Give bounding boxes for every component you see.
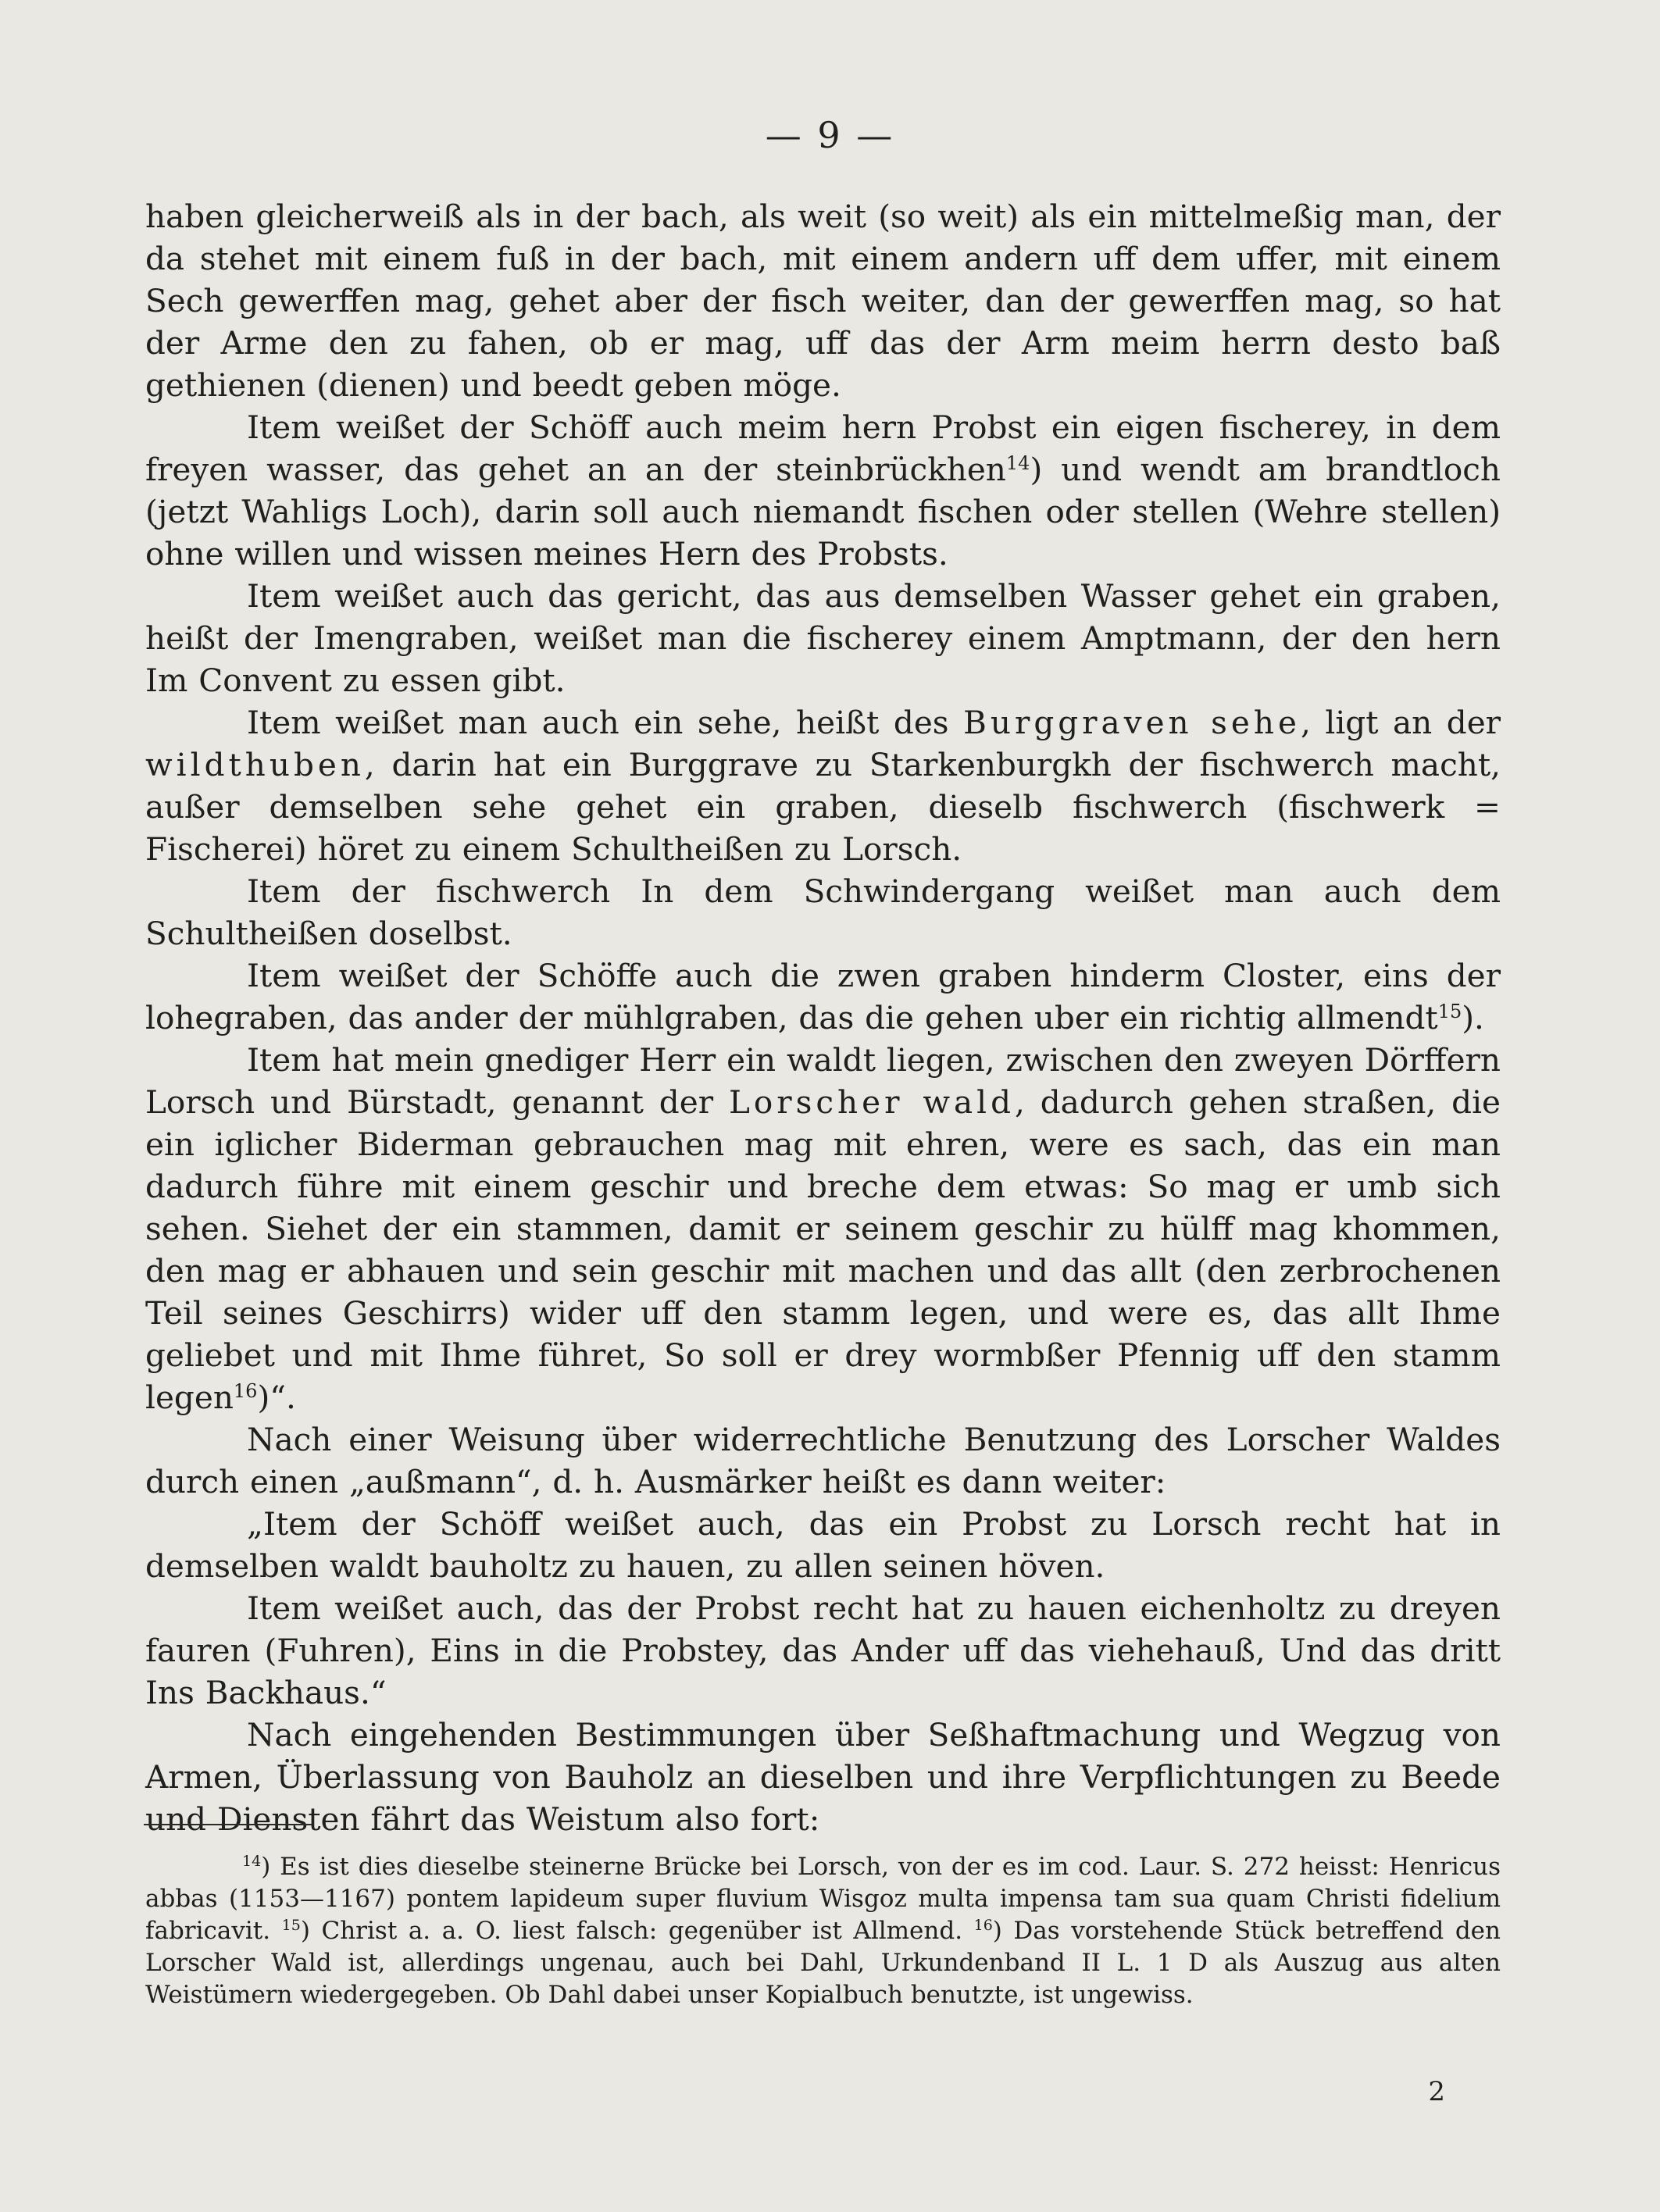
- paragraph-2: [145, 406, 1501, 575]
- page-number: — 9 —: [765, 114, 895, 156]
- paragraph-7-spaced-name: Lorscher wald: [728, 1083, 1016, 1121]
- paragraph-2-part-b: ) und wendt am brandtloch (jetzt Wahligs Loch), darin soll auch niemandt fischen oder stellen (Wehre stellen) ohne willen und wissen meines Hern des Probsts.: [145, 451, 1501, 573]
- footnote-16-text: ) Das vorstehende Stück betreffend den Lorscher Wald ist, allerdings ungenau, auch bei Dahl, Urkundenband II L. 1 D als Auszug aus alten Weistümern wiedergegeben. Ob Dahl dabei unser Kopialbuch benutzte, ist ungewiss.: [145, 1917, 1501, 2009]
- footnote-15-text: ) Christ a. a. O. liest falsch: gegenüber ist Allmend.: [300, 1917, 963, 1945]
- paragraph-5: Item der fischwerch In dem Schwindergang weißet man auch dem Schultheißen doselbst.: [145, 872, 1501, 952]
- paragraph-4-spaced-name: Burggraven sehe: [963, 704, 1301, 741]
- paragraph-7: [145, 1039, 1501, 1418]
- paragraph-7-part-b: , dadurch gehen straßen, die ein iglicher Biderman gebrauchen mag mit ehren, were es sach, das ein man dadurch führe mit einem geschir und breche dem etwas: So mag er umb sich sehen. Siehet der ein stammen, damit er seinem geschir zu hülff mag khommen, den mag er abhauen und sein geschir mit machen und das allt (den zerbrochenen Teil seines Geschirrs) wider uff den stamm legen, und were es, das allt Ihme geliebet und mit Ihme führet, So soll er drey wormbßer Pfennig uff den stamm legen: [145, 1083, 1501, 1416]
- paragraph-4-part-c: , darin hat ein Burggrave zu Starkenburgkh der fischwerch macht, außer demselben sehe gehet ein graben, dieselb fischwerch (fischwerk = Fischerei) höret zu einem Schultheißen zu Lorsch.: [145, 746, 1501, 868]
- footnote-14-text: ) Es ist dies dieselbe steinerne Brücke bei Lorsch, von der es im cod. Laur. S. 272 heisst: Henricus abbas (1153—1167) pontem lapideum super fluvium Wisgoz multa impensa tam sua quam Christi fidelium fabricavit.: [145, 1853, 1501, 1945]
- footnote-14-mark: 14: [242, 1853, 262, 1870]
- main-text: [145, 195, 1501, 1840]
- paragraph-2-part-a: Item weißet der Schöff auch meim hern Probst ein eigen fischerey, in dem freyen wasser, das gehet an an der steinbrückhen: [145, 409, 1501, 488]
- footnote-ref-14: 14: [1005, 452, 1030, 474]
- paragraph-1: haben gleicherweiß als in der bach, als weit (so weit) als ein mittelmeßig man, der da stehet mit einem fuß in der bach, mit einem andern uff dem uffer, mit einem Sech gewerffen mag, gehet aber der fisch weiter, dan der gewerffen mag, so hat der Arme den zu fahen, ob er mag, uff das der Arm meim herrn desto baß gethienen (dienen) und beedt geben möge.: [145, 198, 1501, 404]
- paragraph-10: Item weißet auch, das der Probst recht hat zu hauen eichenholtz zu dreyen fauren (Fuhren), Eins in die Probstey, das Ander uff das viehehauß, Und das dritt Ins Backhaus.“: [145, 1589, 1501, 1711]
- paragraph-7-part-c: )“.: [257, 1379, 296, 1416]
- paragraph-6-part-a: Item weißet der Schöffe auch die zwen graben hinderm Closter, eins der lohegraben, das ander der mühlgraben, das die gehen uber ein richtig allmendt: [145, 957, 1501, 1036]
- paragraph-9: „Item der Schöff weißet auch, das ein Probst zu Lorsch recht hat in demselben waldt bauholtz zu hauen, zu allen seinen höven.: [145, 1505, 1501, 1585]
- paragraph-7-part-a: Item hat mein gnediger Herr ein waldt liegen, zwischen den zweyen Dörffern Lorsch und Bürstadt, genannt der: [145, 1041, 1501, 1121]
- paragraph-4-part-a: Item weißet man auch ein sehe, heißt des: [247, 704, 949, 741]
- footnote-ref-15: 15: [1437, 1001, 1462, 1022]
- paragraph-4: [145, 701, 1501, 870]
- footnote-divider: [144, 1824, 312, 1825]
- footnotes: [145, 1851, 1501, 2011]
- paragraph-8: Nach einer Weisung über widerrechtliche Benutzung des Lorscher Waldes durch einen „außmann“, d. h. Ausmärker heißt es dann weiter:: [145, 1421, 1501, 1500]
- paragraph-11: Nach eingehenden Bestimmungen über Seßhaftmachung und Wegzug von Armen, Überlassung von Bauholz an dieselben und ihre Verpflichtungen zu Beede und Diensten fährt das Weistum also fort:: [145, 1716, 1501, 1838]
- signature-mark: 2: [1428, 2076, 1445, 2107]
- paragraph-4-spaced-name-2: wildthuben: [145, 746, 365, 783]
- footnote-16-mark: 16: [973, 1917, 993, 1934]
- footnote-ref-16: 16: [233, 1380, 258, 1402]
- paragraph-4-part-b: , ligt an der: [1300, 704, 1501, 741]
- footnote-15-mark: 15: [281, 1917, 301, 1934]
- paragraph-3: Item weißet auch das gericht, das aus demselben Wasser gehet ein graben, heißt der Imengraben, weißet man die fischerey einem Amptmann, der den hern Im Convent zu essen gibt.: [145, 577, 1501, 699]
- paragraph-6: [145, 954, 1501, 1039]
- paragraph-6-part-b: ).: [1462, 999, 1484, 1036]
- footnote-block: [145, 1851, 1501, 2011]
